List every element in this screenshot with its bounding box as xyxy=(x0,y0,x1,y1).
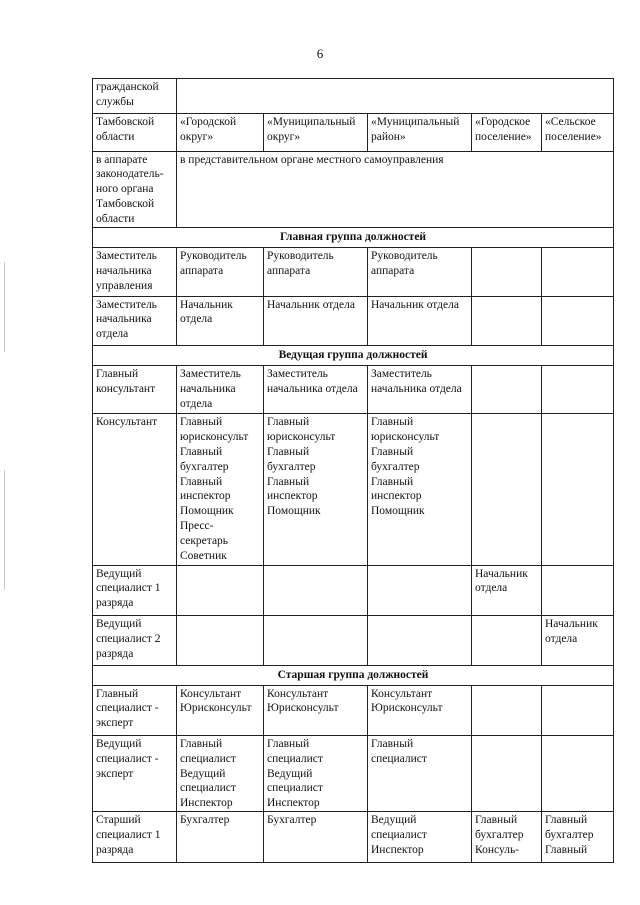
table-cell xyxy=(177,616,264,666)
table-row xyxy=(93,616,614,666)
table-cell: «Муниципальный район» xyxy=(368,114,472,151)
page-number: 6 xyxy=(316,46,324,61)
table-cell xyxy=(542,565,614,615)
table-cell: Руководитель аппарата xyxy=(368,248,472,296)
row-label-cell: Ведущий специалист 2 разряда xyxy=(93,616,177,666)
row-label-cell: гражданской службы xyxy=(93,79,177,114)
table-cell xyxy=(472,735,542,812)
table-row xyxy=(93,248,614,296)
table-cell xyxy=(472,366,542,414)
table-cell: Начальник отдела xyxy=(177,296,264,345)
table-cell xyxy=(542,414,614,565)
table-row xyxy=(93,79,614,114)
table-cell: Заместитель начальника отдела xyxy=(177,366,264,414)
table-row xyxy=(93,296,614,345)
table-cell: Главный юрисконсульт Главный бухгалтер Главный инспектор Помощник Пресс- секретарь Советник xyxy=(177,414,264,565)
table-cell: Начальник отдела xyxy=(264,296,368,345)
position-correspondence-table xyxy=(92,78,614,863)
row-label-cell: Ведущий специалист - эксперт xyxy=(93,735,177,812)
table-cell xyxy=(472,414,542,565)
row-label-cell: Консультант xyxy=(93,414,177,565)
row-label-cell: Заместитель начальника управления xyxy=(93,248,177,296)
table-row xyxy=(93,735,614,812)
table-cell xyxy=(542,735,614,812)
table-cell: «Городской округ» xyxy=(177,114,264,151)
table-cell: Главный специалист xyxy=(368,735,472,812)
table-cell: «Городское поселение» xyxy=(472,114,542,151)
table-cell: Бухгалтер xyxy=(177,812,264,863)
table-cell: Руководитель аппарата xyxy=(264,248,368,296)
table-cell: Начальник отдела xyxy=(542,616,614,666)
row-label-cell: Главный специалист - эксперт xyxy=(93,685,177,735)
table-row xyxy=(93,151,614,228)
table-cell xyxy=(264,616,368,666)
table-cell xyxy=(472,296,542,345)
table-cell xyxy=(177,565,264,615)
table-cell xyxy=(542,296,614,345)
table-cell: Ведущий специалист Инспектор xyxy=(368,812,472,863)
table-cell: Начальник отдела xyxy=(368,296,472,345)
scan-edge-mark xyxy=(4,262,5,352)
table-body xyxy=(93,79,614,863)
table-cell: Консультант Юрисконсульт xyxy=(368,685,472,735)
table-cell xyxy=(542,685,614,735)
table-cell: Бухгалтер xyxy=(264,812,368,863)
row-label-cell: Заместитель начальника отдела xyxy=(93,296,177,345)
row-label-cell: Ведущий специалист 1 разряда xyxy=(93,565,177,615)
table-row xyxy=(93,414,614,565)
row-label-cell: в аппарате законодатель- ного органа Тамбовской области xyxy=(93,151,177,228)
table-cell xyxy=(264,565,368,615)
table-cell: «Сельское поселение» xyxy=(542,114,614,151)
group-heading: Старшая группа должностей xyxy=(93,666,614,685)
table-cell: Консультант Юрисконсульт xyxy=(264,685,368,735)
table-cell xyxy=(368,616,472,666)
row-label-cell: Старший специалист 1 разряда xyxy=(93,812,177,863)
table-row xyxy=(93,114,614,151)
group-heading: Главная группа должностей xyxy=(93,228,614,248)
group-heading: Ведущая группа должностей xyxy=(93,345,614,365)
group-heading-row xyxy=(93,666,614,685)
table-cell xyxy=(368,565,472,615)
table-cell: Заместитель начальника отдела xyxy=(264,366,368,414)
table-cell: Главный юрисконсульт Главный бухгалтер Главный инспектор Помощник xyxy=(264,414,368,565)
table-cell xyxy=(177,79,614,114)
table-cell xyxy=(542,366,614,414)
table-cell: «Муниципальный округ» xyxy=(264,114,368,151)
table-cell xyxy=(472,248,542,296)
table-row xyxy=(93,685,614,735)
table-cell: Заместитель начальника отдела xyxy=(368,366,472,414)
table-cell: Главный юрисконсульт Главный бухгалтер Главный инспектор Помощник xyxy=(368,414,472,565)
table-cell xyxy=(472,685,542,735)
table-cell xyxy=(542,248,614,296)
table-cell: Главный специалист Ведущий специалист Инспектор xyxy=(264,735,368,812)
table-cell: Начальник отдела xyxy=(472,565,542,615)
table-row xyxy=(93,366,614,414)
table-cell xyxy=(472,616,542,666)
row-label-cell: Главный консультант xyxy=(93,366,177,414)
table-cell: Главный специалист Ведущий специалист Инспектор xyxy=(177,735,264,812)
table-cell: Руководитель аппарата xyxy=(177,248,264,296)
table-cell: Консультант Юрисконсульт xyxy=(177,685,264,735)
table-cell: Главный бухгалтер Консуль- xyxy=(472,812,542,863)
scan-edge-mark xyxy=(4,470,5,590)
table-row xyxy=(93,812,614,863)
table-cell: в представительном органе местного самоуправления xyxy=(177,151,614,228)
group-heading-row xyxy=(93,345,614,365)
table-cell: Главный бухгалтер Главный xyxy=(542,812,614,863)
row-label-cell: Тамбовской области xyxy=(93,114,177,151)
table-row xyxy=(93,565,614,615)
group-heading-row xyxy=(93,228,614,248)
